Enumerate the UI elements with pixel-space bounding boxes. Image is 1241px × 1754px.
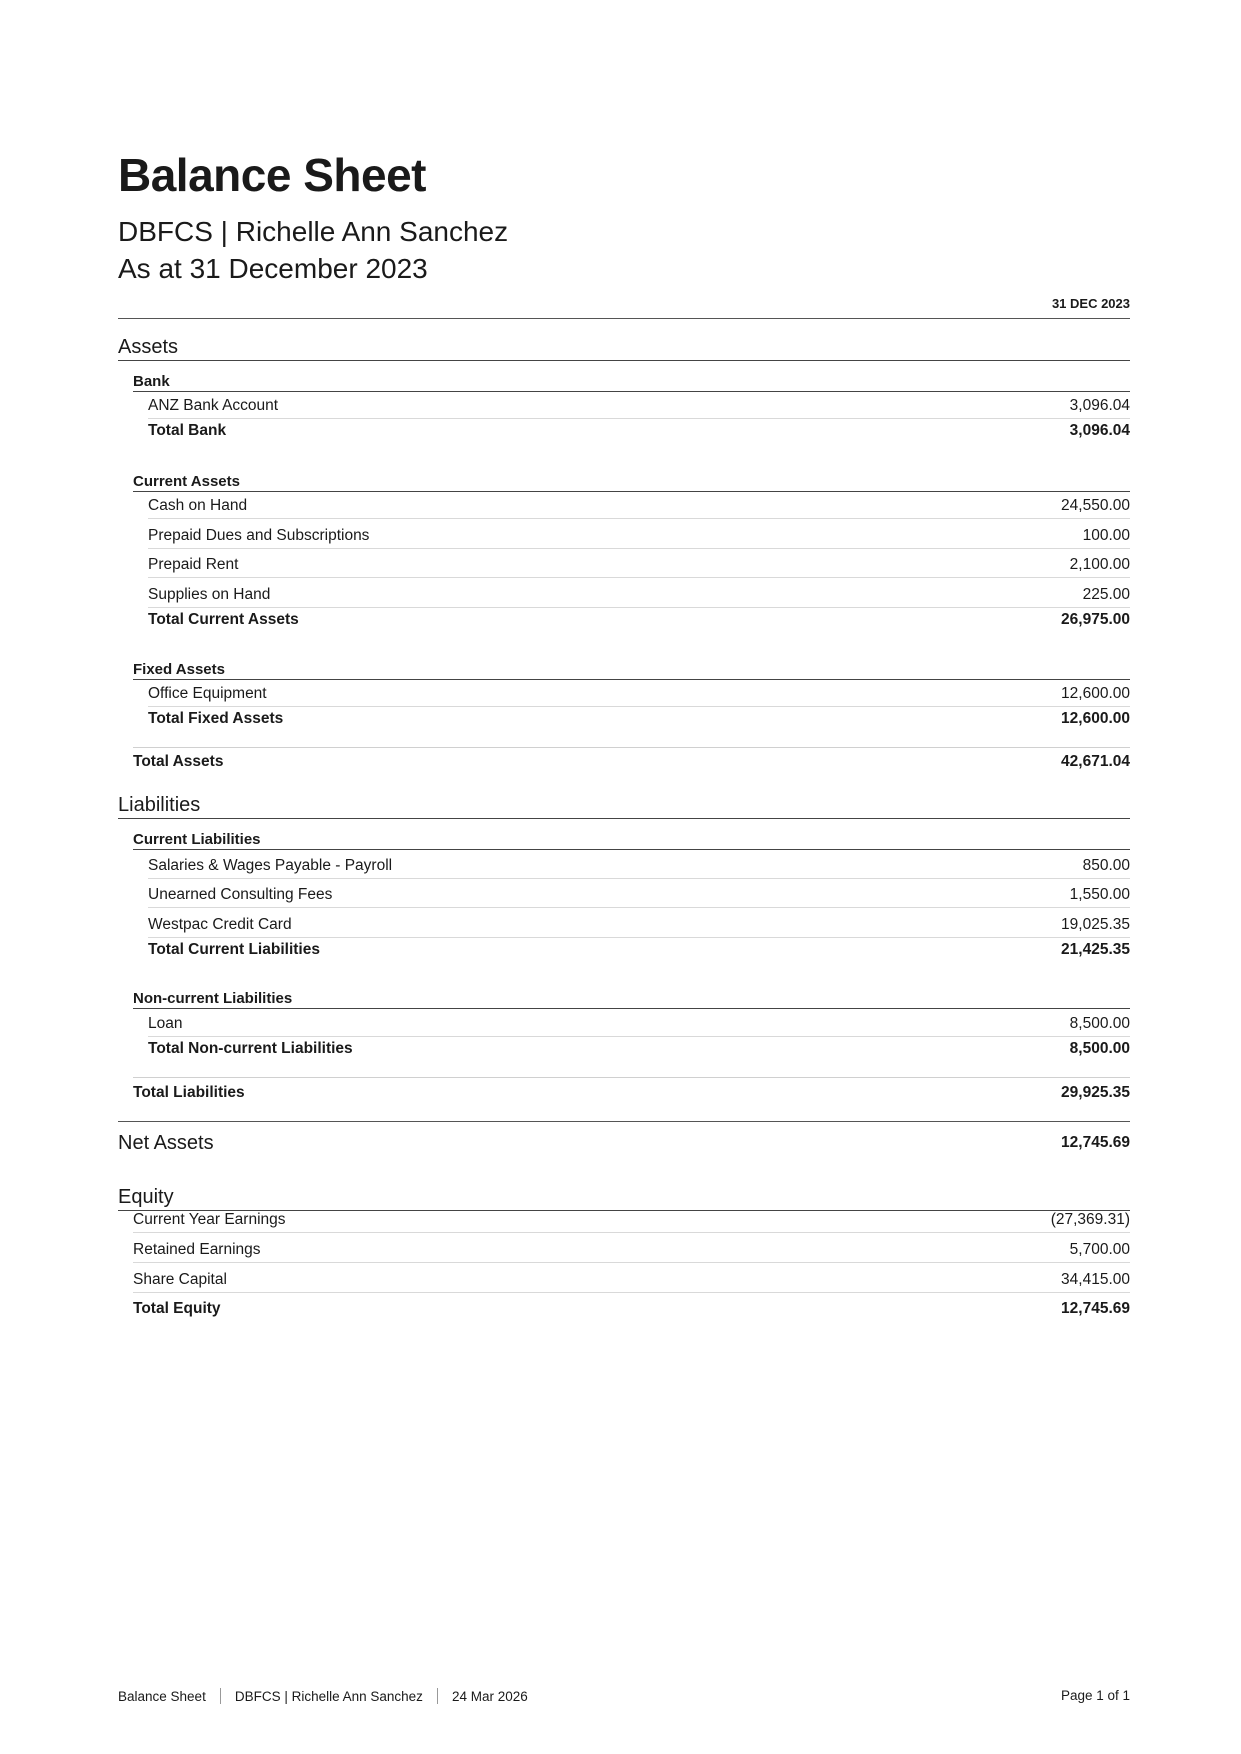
total-row-current-assets bbox=[148, 608, 1130, 632]
table-row bbox=[133, 1238, 1130, 1263]
row-amount: 1,550.00 bbox=[1069, 886, 1130, 903]
table-row bbox=[148, 494, 1130, 519]
total-row-equity bbox=[133, 1297, 1130, 1321]
row-amount: (27,369.31) bbox=[1050, 1211, 1130, 1228]
row-label: Prepaid Rent bbox=[148, 556, 239, 573]
row-label: Loan bbox=[148, 1015, 183, 1032]
section-title-liabilities: Liabilities bbox=[118, 794, 1130, 819]
footer-report-name: Balance Sheet bbox=[118, 1688, 206, 1704]
table-row bbox=[133, 1208, 1130, 1233]
row-amount: 26,975.00 bbox=[1061, 611, 1130, 628]
total-row-bank bbox=[148, 419, 1130, 443]
row-label: Prepaid Dues and Subscriptions bbox=[148, 527, 370, 544]
table-row bbox=[148, 1012, 1130, 1037]
row-label: Total Current Assets bbox=[148, 611, 299, 628]
row-amount: 225.00 bbox=[1082, 586, 1130, 603]
row-label: Salaries & Wages Payable - Payroll bbox=[148, 857, 393, 874]
row-label: Unearned Consulting Fees bbox=[148, 886, 333, 903]
row-amount: 12,600.00 bbox=[1061, 710, 1130, 727]
row-label: Office Equipment bbox=[148, 685, 267, 702]
organisation-name: DBFCS | Richelle Ann Sanchez bbox=[118, 216, 509, 247]
group-title-noncurrent-liabilities: Non-current Liabilities bbox=[133, 990, 1130, 1009]
row-amount: 24,550.00 bbox=[1061, 497, 1130, 514]
row-label: Westpac Credit Card bbox=[148, 916, 292, 933]
footer-separator bbox=[437, 1688, 438, 1704]
row-label: ANZ Bank Account bbox=[148, 397, 279, 414]
group-title-bank: Bank bbox=[133, 373, 1130, 392]
row-label: Total Equity bbox=[133, 1300, 221, 1317]
total-row-fixed-assets bbox=[148, 707, 1130, 731]
report-title: Balance Sheet bbox=[118, 149, 426, 201]
report-period: As at 31 December 2023 bbox=[118, 253, 428, 284]
table-row bbox=[148, 913, 1130, 938]
table-row bbox=[133, 1268, 1130, 1293]
section-title-equity: Equity bbox=[118, 1186, 1130, 1211]
header-divider bbox=[118, 318, 1130, 319]
total-row-assets bbox=[133, 750, 1130, 774]
group-title-fixed-assets: Fixed Assets bbox=[133, 661, 1130, 680]
table-row bbox=[148, 854, 1130, 879]
footer-page-number: Page 1 of 1 bbox=[1060, 1688, 1130, 1703]
divider bbox=[118, 1121, 1130, 1122]
row-label: Share Capital bbox=[133, 1271, 227, 1288]
row-amount: 12,745.69 bbox=[1061, 1300, 1130, 1317]
row-label: Current Year Earnings bbox=[133, 1211, 286, 1228]
row-label: Total Bank bbox=[148, 422, 227, 439]
table-row bbox=[148, 883, 1130, 908]
row-label: Total Assets bbox=[133, 753, 224, 770]
total-row-liabilities bbox=[133, 1081, 1130, 1105]
row-amount: 42,671.04 bbox=[1061, 753, 1130, 770]
row-label: Supplies on Hand bbox=[148, 586, 271, 603]
row-amount: 8,500.00 bbox=[1069, 1040, 1130, 1057]
row-label: Retained Earnings bbox=[133, 1241, 261, 1258]
row-amount: 850.00 bbox=[1082, 857, 1130, 874]
total-row-current-liabilities bbox=[148, 938, 1130, 962]
footer-separator bbox=[220, 1688, 221, 1704]
table-row bbox=[148, 682, 1130, 707]
footer-organisation: DBFCS | Richelle Ann Sanchez bbox=[234, 1688, 423, 1704]
row-amount: 12,600.00 bbox=[1061, 685, 1130, 702]
row-amount: 100.00 bbox=[1082, 527, 1130, 544]
row-amount: 2,100.00 bbox=[1069, 556, 1130, 573]
footer-date: 24 Mar 2026 bbox=[451, 1688, 528, 1704]
row-label: Total Current Liabilities bbox=[148, 941, 320, 958]
row-label: Net Assets bbox=[118, 1132, 214, 1154]
table-row bbox=[148, 394, 1130, 419]
row-label: Total Liabilities bbox=[133, 1084, 245, 1101]
row-amount: 8,500.00 bbox=[1069, 1015, 1130, 1032]
divider bbox=[133, 1077, 1130, 1078]
row-label: Cash on Hand bbox=[148, 497, 248, 514]
page-footer bbox=[118, 1688, 1130, 1704]
row-amount: 29,925.35 bbox=[1061, 1084, 1130, 1101]
row-amount: 19,025.35 bbox=[1061, 916, 1130, 933]
column-header-date: 31 DEC 2023 bbox=[1051, 296, 1130, 311]
table-row bbox=[148, 524, 1130, 549]
row-amount: 5,700.00 bbox=[1069, 1241, 1130, 1258]
row-amount: 3,096.04 bbox=[1069, 397, 1130, 414]
section-title-assets: Assets bbox=[118, 336, 1130, 361]
divider bbox=[133, 747, 1130, 748]
row-amount: 12,745.69 bbox=[1061, 1134, 1130, 1151]
total-row-noncurrent-liabilities bbox=[148, 1037, 1130, 1061]
row-amount: 21,425.35 bbox=[1061, 941, 1130, 958]
group-title-current-assets: Current Assets bbox=[133, 473, 1130, 492]
row-label: Total Non-current Liabilities bbox=[148, 1040, 353, 1057]
row-amount: 34,415.00 bbox=[1061, 1271, 1130, 1288]
row-amount: 3,096.04 bbox=[1069, 422, 1130, 439]
group-title-current-liabilities: Current Liabilities bbox=[133, 831, 1130, 850]
net-assets-row bbox=[118, 1128, 1130, 1158]
row-label: Total Fixed Assets bbox=[148, 710, 284, 727]
table-row bbox=[148, 553, 1130, 578]
table-row bbox=[148, 583, 1130, 608]
